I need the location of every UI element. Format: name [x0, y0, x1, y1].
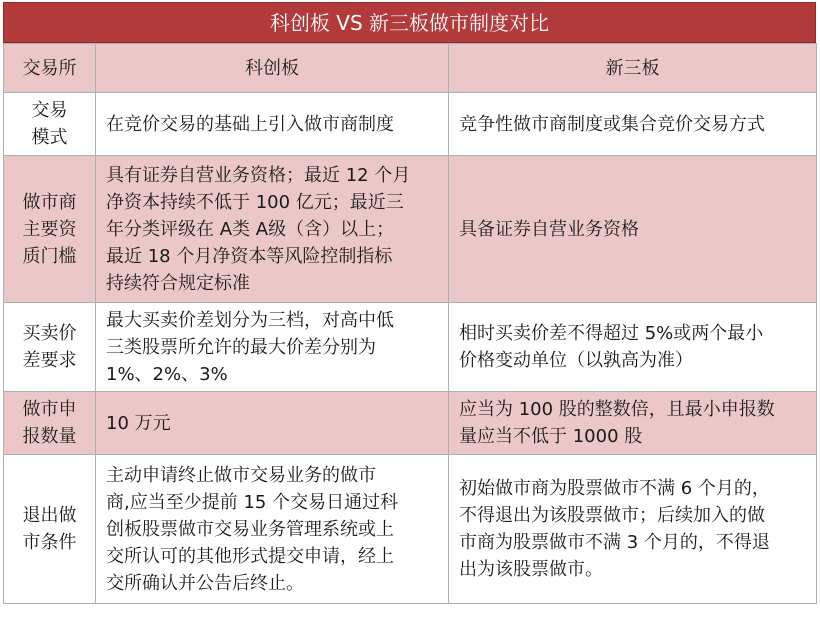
star-market-cell: 主动申请终止做市交易业务的做市 商,应当至少提前 15 个交易日通过科 创板股票做市交易业务管理系统或上 交所认可的其他形式提交申请，经上 交所确认并公告后终止。	[96, 455, 449, 604]
row-label: 做市申 报数量	[4, 392, 96, 455]
row-label: 做市商 主要资 质门槛	[4, 156, 96, 303]
table-title: 科创板 VS 新三板做市制度对比	[3, 2, 816, 43]
star-market-cell: 最大买卖价差划分为三档，对高中低 三类股票所允许的最大价差分别为 1%、2%、3%	[96, 303, 449, 392]
neeq-cell: 相时买卖价差不得超过 5%或两个最小 价格变动单位（以孰高为准）	[449, 303, 817, 392]
neeq-cell: 初始做市商为股票做市不满 6 个月的， 不得退出为该股票做市；后续加入的做 市商为股票做市不满 3 个月的，不得退 出为该股票做市。	[449, 455, 817, 604]
table-row	[4, 156, 817, 303]
table-row	[4, 303, 817, 392]
neeq-cell: 应当为 100 股的整数倍，且最小申报数 量应当不低于 1000 股	[449, 392, 817, 455]
star-market-cell: 在竞价交易的基础上引入做市商制度	[96, 93, 449, 156]
header-neeq: 新三板	[449, 44, 817, 93]
comparison-figure	[3, 2, 816, 619]
header-star-market: 科创板	[96, 44, 449, 93]
comparison-table	[3, 43, 817, 604]
neeq-cell: 竞争性做市商制度或集合竞价交易方式	[449, 93, 817, 156]
table-row	[4, 93, 817, 156]
table-row	[4, 455, 817, 604]
table-row	[4, 392, 817, 455]
header-exchange: 交易所	[4, 44, 96, 93]
row-label: 退出做 市条件	[4, 455, 96, 604]
row-label: 交易 模式	[4, 93, 96, 156]
star-market-cell: 具有证券自营业务资格；最近 12 个月 净资本持续不低于 100 亿元；最近三 年分类评级在 A类 A级（含）以上； 最近 18 个月净资本等风险控制指标 持续符合规定标准	[96, 156, 449, 303]
row-label: 买卖价 差要求	[4, 303, 96, 392]
star-market-cell: 10 万元	[96, 392, 449, 455]
neeq-cell: 具备证券自营业务资格	[449, 156, 817, 303]
header-row	[4, 44, 817, 93]
